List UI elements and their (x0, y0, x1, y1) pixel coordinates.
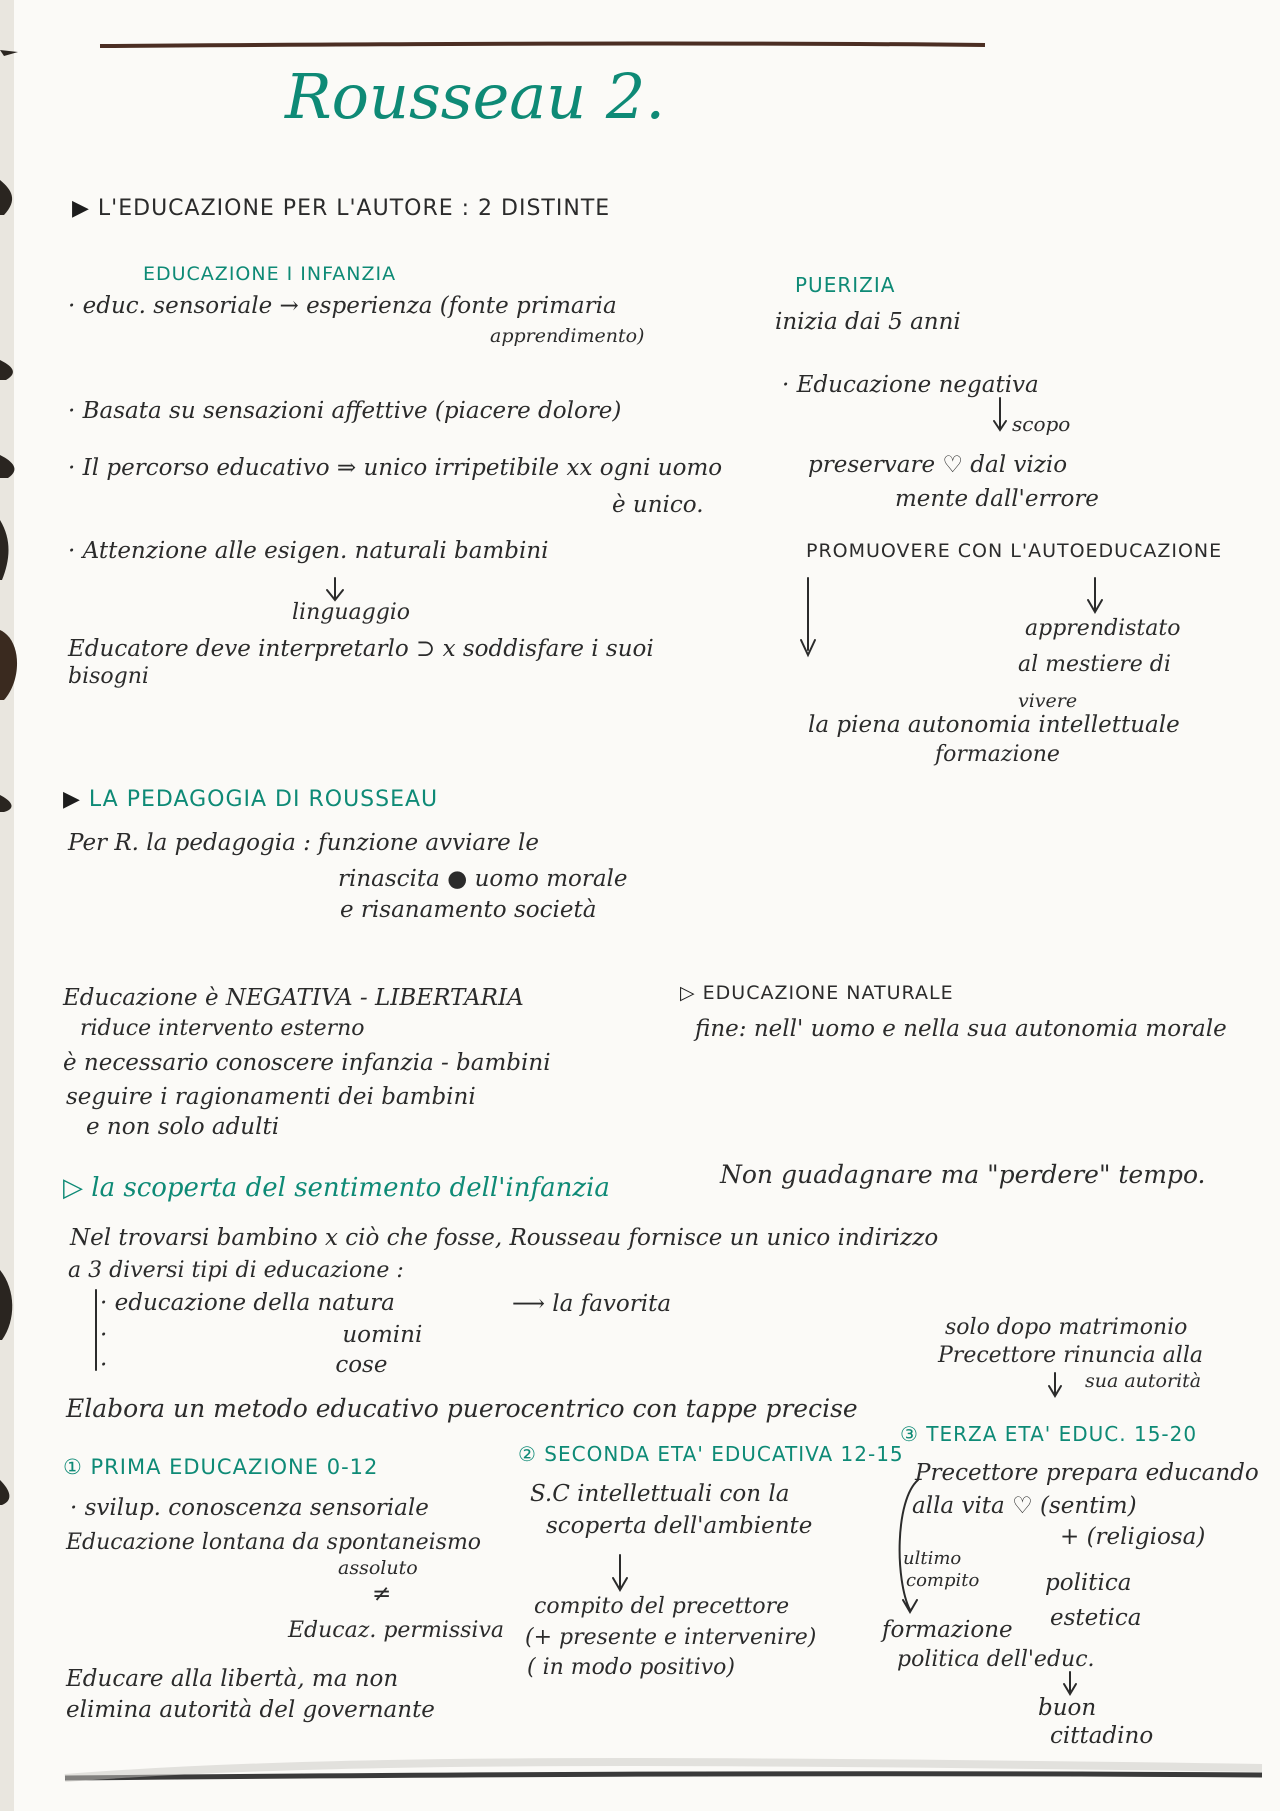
stage-3-line-4: ultimo (903, 1548, 962, 1569)
stage-1-line-5: Educaz. permissiva (288, 1618, 505, 1643)
note-precettore: Precettore rinuncia alla (938, 1343, 1203, 1368)
sentimento-aside: Non guadagnare ma "perdere" tempo. (720, 1160, 1206, 1189)
stage-3-line-8: formazione (882, 1617, 1013, 1643)
bullet-triangle-outline-icon: ▷ (63, 1173, 83, 1203)
metodo-line: Elabora un metodo educativo puerocentrico con tappe precise (66, 1394, 858, 1423)
puerizia-line-10: la piena autonomia intellettuale (808, 712, 1180, 738)
section-header-pedagogia (63, 787, 438, 812)
infanzia-title: EDUCAZIONE I INFANZIA (143, 263, 397, 285)
arrow-right-icon: ⟶ (512, 1291, 545, 1317)
stage-3-line-3: + (religiosa) (1060, 1524, 1206, 1550)
negativa-line-4: seguire i ragionamenti dei bambini (66, 1084, 476, 1110)
stage-1-line-2: Educazione lontana da spontaneismo (66, 1530, 482, 1555)
stage-1-line-7: elimina autorità del governante (66, 1697, 435, 1723)
bullet-triangle-icon: ▶ (63, 787, 81, 812)
section-header-text: LA PEDAGOGIA DI ROUSSEAU (88, 787, 439, 812)
puerizia-line-11: formazione (935, 742, 1060, 767)
pedagogia-line-2: rinascita ● uomo morale (338, 866, 628, 892)
puerizia-line-1: inizia dai 5 anni (775, 309, 961, 335)
stage-3-line-7: estetica (1050, 1605, 1142, 1631)
stage-2-line-3: compito del precettore (534, 1594, 790, 1619)
page-title: Rousseau 2. (285, 60, 666, 133)
stage-1-line-6: Educare alla libertà, ma non (66, 1666, 399, 1692)
stage-3-line-5: compito (906, 1570, 980, 1591)
negativa-line-2: riduce intervento esterno (80, 1016, 365, 1041)
list-item-favorita-text: la favorita (552, 1291, 672, 1317)
list-item-cose: · cose (100, 1352, 388, 1378)
stage-2-line-1: S.C intellettuali con la (530, 1481, 790, 1507)
puerizia-line-2: · Educazione negativa (782, 372, 1039, 398)
stage-1-line-4: ≠ (372, 1581, 392, 1607)
pedagogia-line-1: Per R. la pedagogia : funzione avviare le (68, 830, 540, 856)
section-header-text: L'EDUCAZIONE PER L'AUTORE : 2 DISTINTE (97, 196, 611, 221)
stage-3-title: ③ TERZA ETA' EDUC. 15-20 (900, 1422, 1198, 1446)
stage-2-line-4: (+ presente e intervenire) (525, 1625, 817, 1650)
stage-3-line-6: politica (1045, 1570, 1132, 1596)
stage-2-title: ② SECONDA ETA' EDUCATIVA 12-15 (518, 1442, 904, 1466)
infanzia-line-2: · Basata su sensazioni affettive (piacere dolore) (68, 398, 622, 424)
negativa-line-3: è necessario conoscere infanzia - bambini (63, 1050, 551, 1076)
stage-2-line-2: scoperta dell'ambiente (546, 1513, 813, 1539)
stage-1-line-1: · svilup. conoscenza sensoriale (70, 1495, 429, 1521)
bullet-triangle-icon: ▷ (680, 982, 696, 1004)
infanzia-line-5b: bisogni (68, 664, 149, 689)
puerizia-title: PUERIZIA (795, 273, 896, 297)
infanzia-line-1: · educ. sensoriale → esperienza (fonte primaria (68, 293, 617, 319)
naturale-line-2: fine: nell' uomo e nella sua autonomia morale (695, 1016, 1227, 1042)
list-item-favorita (512, 1291, 671, 1317)
note-matrimonio: solo dopo matrimonio (945, 1315, 1188, 1340)
pedagogia-line-3: e risanamento società (340, 897, 597, 923)
list-item-natura: · educazione della natura (100, 1290, 395, 1316)
puerizia-line-3: scopo (1012, 412, 1071, 436)
bullet-triangle-icon: ▶ (72, 196, 90, 221)
infanzia-line-4b: linguaggio (292, 600, 411, 625)
puerizia-line-5: mente dall'errore (895, 486, 1099, 512)
stage-1-line-3: assoluto (338, 1557, 418, 1579)
infanzia-line-1b: apprendimento) (490, 325, 645, 347)
infanzia-line-5: Educatore deve interpretarlo ⊃ x soddisfare i suoi (68, 636, 654, 662)
infanzia-line-3: · Il percorso educativo ⇒ unico irripetibile xx ogni uomo (68, 455, 723, 481)
list-item-cose-text: cose (335, 1352, 388, 1378)
stage-3-line-10: buon (1038, 1695, 1097, 1721)
puerizia-line-8: al mestiere di (1018, 652, 1171, 677)
sentimento-line-2: a 3 diversi tipi di educazione : (68, 1258, 404, 1283)
sentimento-line-1: Nel trovarsi bambino x ciò che fosse, Rousseau fornisce un unico indirizzo (70, 1225, 939, 1251)
section-header-educazione (72, 196, 610, 221)
negativa-line-5: e non solo adulti (86, 1114, 280, 1140)
stage-3-line-1: Precettore prepara educando (915, 1460, 1259, 1486)
stage-3-line-9: politica dell'educ. (897, 1647, 1095, 1672)
note-autorita: sua autorità (1085, 1370, 1202, 1392)
negativa-line-1: Educazione è NEGATIVA - LIBERTARIA (63, 985, 524, 1011)
naturale-title-text: EDUCAZIONE NATURALE (702, 982, 954, 1004)
stage-1-title: ① PRIMA EDUCAZIONE 0-12 (63, 1455, 379, 1479)
puerizia-line-4: preservare ♡ dal vizio (808, 452, 1068, 478)
puerizia-line-9: vivere (1018, 690, 1078, 712)
stage-2-line-5: ( in modo positivo) (527, 1655, 735, 1680)
stage-3-line-2: alla vita ♡ (sentim) (912, 1493, 1137, 1519)
sentimento-header-text: la scoperta del sentimento dell'infanzia (91, 1173, 610, 1203)
infanzia-line-4: · Attenzione alle esigen. naturali bambini (68, 538, 549, 564)
naturale-title (680, 982, 954, 1004)
puerizia-line-7: apprendistato (1025, 616, 1181, 641)
sentimento-header (63, 1173, 610, 1203)
infanzia-line-3b: è unico. (612, 492, 704, 518)
list-item-uomini: · uomini (100, 1322, 423, 1348)
puerizia-line-6: PROMUOVERE CON L'AUTOEDUCAZIONE (806, 540, 1223, 562)
list-item-uomini-text: uomini (342, 1322, 423, 1348)
stage-3-line-11: cittadino (1050, 1723, 1154, 1749)
